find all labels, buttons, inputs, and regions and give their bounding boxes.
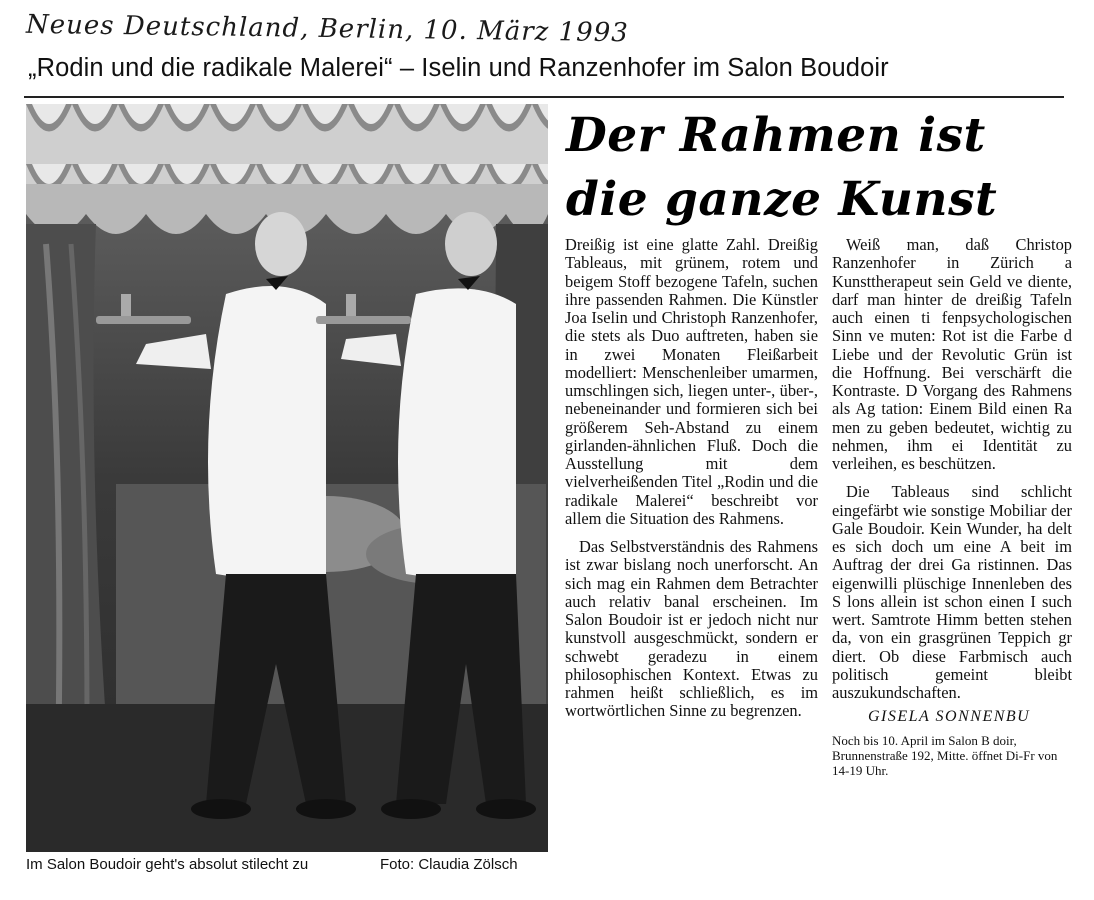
divider [24, 96, 1064, 98]
exhibition-info: Noch bis 10. April im Salon B doir, Brunnenstraße 192, Mitte. öffnet Di-Fr von 14-19 Uhr. [832, 732, 1058, 778]
headline-line-2: die ganze Kunst [566, 172, 998, 227]
headline-line-1: Der Rahmen ist [566, 108, 986, 163]
headline [566, 104, 997, 232]
handwritten-source-note: Neues Deutschland, Berlin, 10. März 1993 [25, 9, 629, 49]
article-column-2 [832, 236, 1072, 866]
paragraph: Weiß man, daß Christop Ranzenhofer in Zürich a Kunsttherapeut sein Geld ve diente, darf man hinter de dreißig Tafeln auch einen ti fenpsychologischen Sinn ve muten: Rot ist die Farbe d Liebe und der Revolutic Grün ist die Hoffnung. Bei verschärft die Kontraste. D Vorgang des Rahmens als Ag tation: Einem Bild einen Ra men zu geben bedeutet, wichtig zu nehmen, ihm ei Identität zu verleihen, es beschützen. [832, 236, 1072, 473]
photo-caption: Im Salon Boudoir geht's absolut stilecht zu [26, 856, 309, 873]
subheadline: „Rodin und die radikale Malerei“ – Iselin und Ranzenhofer im Salon Boudoir [28, 54, 889, 82]
article-photo [26, 104, 548, 852]
author-byline: GISELA SONNENBU [868, 708, 1031, 726]
photo-credit: Foto: Claudia Zölsch [380, 856, 518, 873]
paragraph: Das Selbstverständnis des Rahmens ist zwar bislang noch unerforscht. An sich mag ein Rahmen dem Betrachter auch relativ banal erscheinen. Im Salon Boudoir ist er jedoch nicht nur kunstvoll ausgeschmückt, sondern er schwebt geradezu in einem philosophischen Kontext. Etwas zu rahmen heißt schließlich, es im wortwörtlichen Sinne zu begrenzen. [565, 537, 818, 721]
paragraph: Die Tableaus sind schlicht eingefärbt wie sonstige Mobiliar der Gale Boudoir. Kein Wunder, ha delt es sich doch um eine A beit im Auftrag der drei Ga ristinnen. Das eigenwilli plüschige Innenleben des S lons allein ist schon einen I such wert. Samtrote Himm betten stehen da, von ein grasgrünen Teppich gr diert. Ob diese Farbmisch auch politisch gemeint bleibt auszukundschaften. [832, 482, 1072, 702]
paragraph: Dreißig ist eine glatte Zahl. Dreißig Tableaus, mit grünem, rotem und beigem Stoff bezogene Tafeln, suchen ihre passenden Rahmen. Die Künstler Joa Iselin und Christoph Ranzenhofer, die stets als Duo auftreten, haben sie in zwei Monaten Fleißarbeit modelliert: Menschenleiber umarmen, umschlingen sich, liegen unter-, über-, nebeneinander und formieren sich bei größerem Seh-Abstand zu einem girlanden-ähnlichen Fluß. Doch die Ausstellung mit dem vielverheißenden Titel „Rodin und die radikale Malerei“ beschreibt vor allem die Situation des Rahmens. [565, 235, 818, 528]
article-column-1 [565, 236, 818, 721]
photo-illustration [26, 104, 548, 852]
